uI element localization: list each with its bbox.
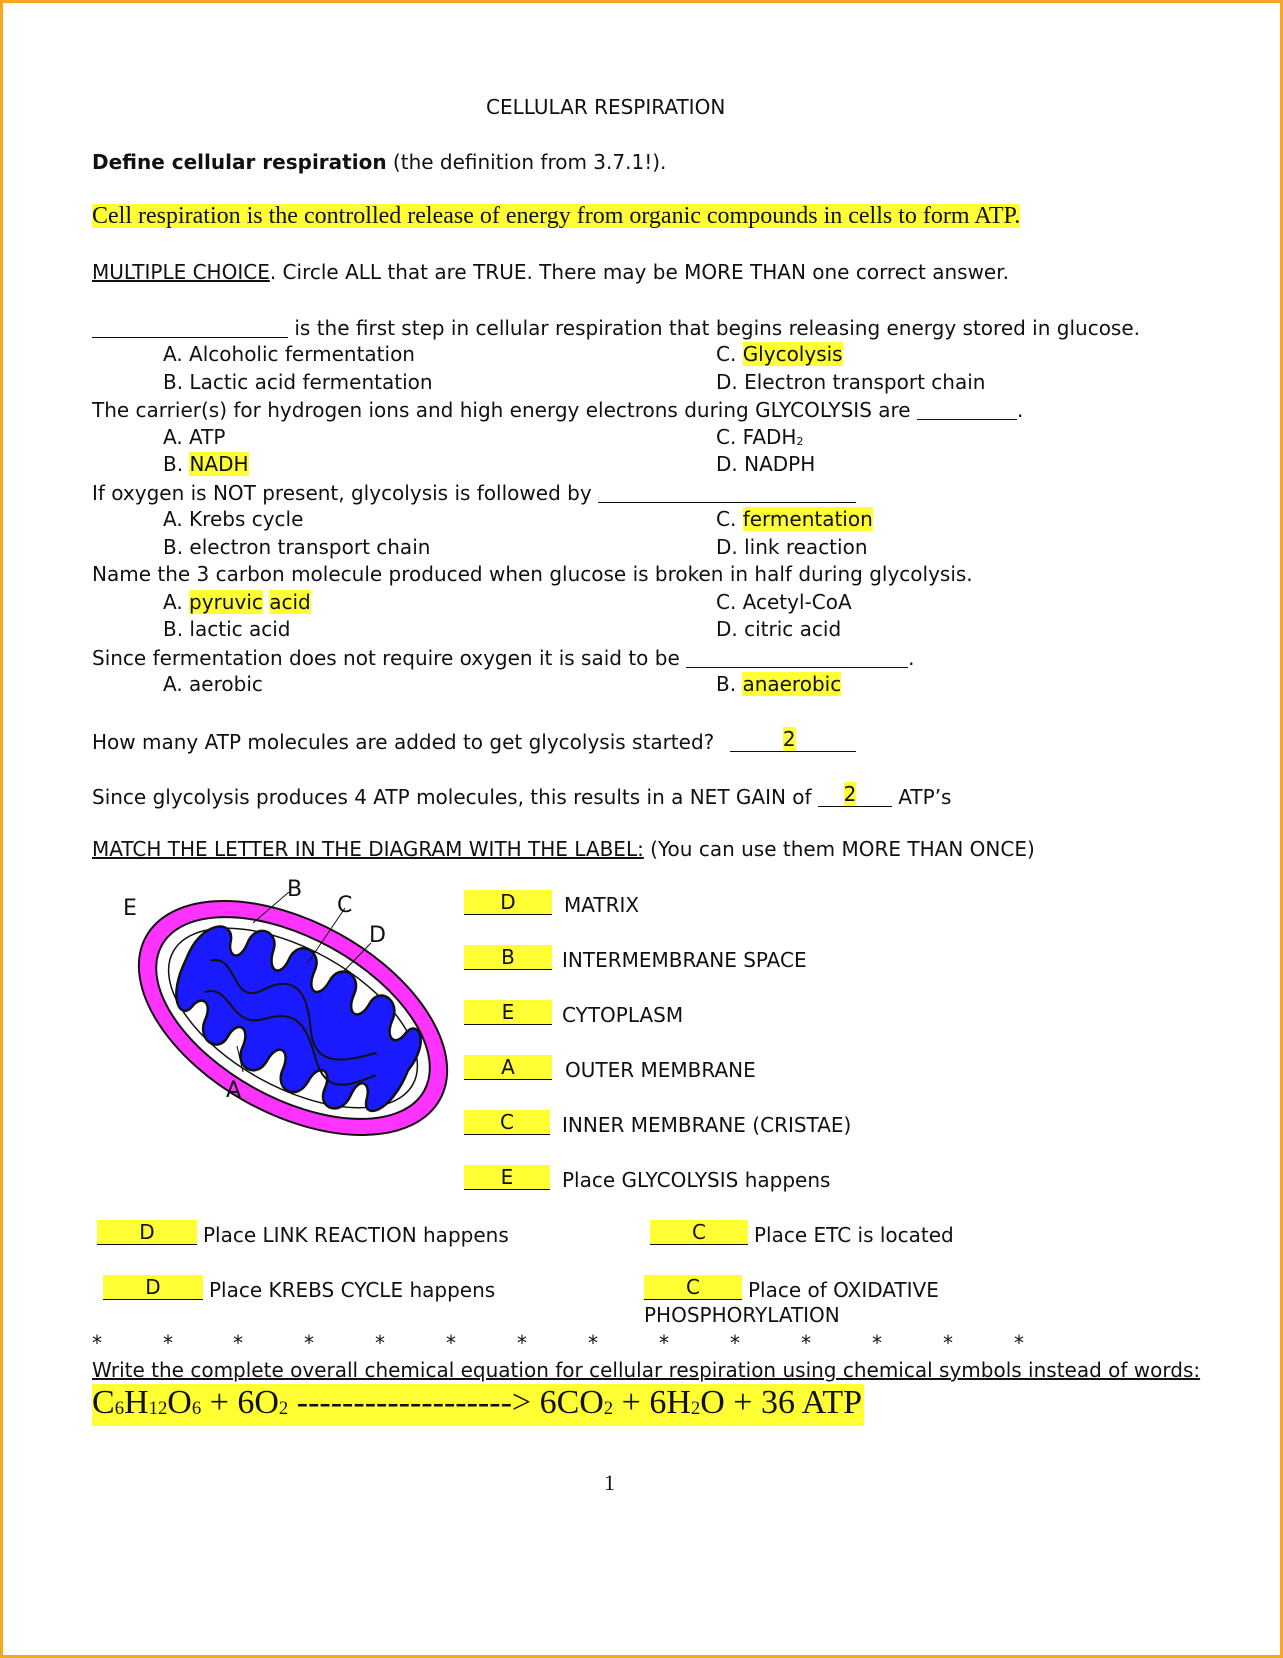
q1-option-c[interactable] [716, 344, 843, 364]
match-note: (You can use them MORE THAN ONCE) [643, 837, 1035, 861]
q5-text: Since fermentation does not require oxygen it is said to be [92, 646, 687, 670]
q3-option-d[interactable]: D. link reaction [716, 535, 868, 559]
q3-option-a[interactable]: A. Krebs cycle [163, 507, 304, 531]
diagram-label-e: E [123, 896, 137, 921]
define-prompt [92, 152, 666, 172]
match-label: OUTER MEMBRANE [565, 1058, 756, 1082]
match-row-oxidative [644, 1275, 939, 1300]
q2-b-answer: NADH [189, 452, 249, 476]
q6-answer-blank[interactable] [730, 729, 856, 752]
q1-option-d[interactable]: D. Electron transport chain [716, 370, 986, 394]
eq-arrow-co2: -------------------> 6CO [288, 1384, 604, 1421]
match-label: Place LINK REACTION happens [203, 1223, 509, 1247]
q2-option-a[interactable]: A. ATP [163, 425, 226, 449]
diagram-label-a: A [226, 1078, 242, 1103]
q5-stem: Since fermentation does not require oxygen it is said to be . [92, 646, 915, 670]
match-label: Place ETC is located [754, 1223, 954, 1247]
page-number: 1 [604, 1470, 615, 1495]
define-rest: (the definition from 3.7.1!). [386, 150, 667, 174]
q2-text: The carrier(s) for hydrogen ions and high energy electrons during GLYCOLYSIS are [92, 398, 917, 422]
q2-c-sub: 2 [796, 434, 804, 448]
q5-blank[interactable] [686, 647, 908, 668]
match-row-intermembrane [464, 945, 807, 970]
mc-heading: MULTIPLE CHOICE [92, 260, 270, 284]
eq-h: H [124, 1384, 149, 1421]
eq-plus-o2: + 6O [201, 1384, 279, 1421]
match-label: Place KREBS CYCLE happens [209, 1278, 496, 1302]
q1-blank[interactable] [92, 317, 288, 338]
mitochondrion-diagram [93, 868, 463, 1168]
match-row-inner-membrane [464, 1110, 851, 1135]
match-answer[interactable]: C [464, 1110, 550, 1135]
q2-option-d[interactable]: D. NADPH [716, 452, 816, 476]
match-row-link-reaction [97, 1220, 509, 1245]
mc-instruction-text: . Circle ALL that are TRUE. There may be MORE THAN one correct answer. [269, 260, 1009, 284]
q3-text: If oxygen is NOT present, glycolysis is followed by [92, 481, 599, 505]
q3-option-b[interactable]: B. electron transport chain [163, 535, 431, 559]
match-label: Place GLYCOLYSIS happens [562, 1168, 831, 1192]
equation-answer [92, 1384, 864, 1426]
match-label-continued: PHOSPHORYLATION [644, 1303, 840, 1327]
star: * [304, 1331, 314, 1355]
q3-option-c[interactable] [716, 509, 873, 529]
eq-o2-sub: 2 [278, 1397, 289, 1419]
star: * [943, 1331, 953, 1355]
q4-a-answer-2: acid [269, 590, 311, 614]
q2-blank[interactable] [917, 399, 1017, 420]
q1-stem [92, 317, 1140, 338]
q5-option-b[interactable] [716, 674, 841, 694]
match-label: CYTOPLASM [562, 1003, 684, 1027]
q5-option-a[interactable]: A. aerobic [163, 672, 263, 696]
q1-option-a[interactable]: A. Alcoholic fermentation [163, 342, 415, 366]
q7-text: Since glycolysis produces 4 ATP molecules, this results in a NET GAIN of [92, 785, 818, 809]
q2-b-prefix: B. [163, 452, 190, 476]
eq-h-sub: 12 [148, 1397, 168, 1419]
mc-instruction [92, 262, 1009, 282]
star: * [1014, 1331, 1024, 1355]
match-answer[interactable]: A [464, 1055, 552, 1080]
q2-option-b[interactable] [163, 454, 249, 474]
eq-c-sub: 6 [114, 1397, 125, 1419]
q4-option-b[interactable]: B. lactic acid [163, 617, 291, 641]
eq-h2o-sub: 2 [690, 1397, 701, 1419]
match-row-glycolysis [464, 1165, 830, 1190]
match-label: Place of OXIDATIVE [748, 1278, 939, 1302]
q6-answer: 2 [782, 727, 796, 751]
match-row-cytoplasm [464, 1000, 683, 1025]
star: * [801, 1331, 811, 1355]
q5-b-answer: anaerobic [742, 672, 842, 696]
q4-a-answer-1: pyruvic [189, 590, 263, 614]
star: * [375, 1331, 385, 1355]
diagram-label-c: C [337, 893, 353, 918]
star: * [517, 1331, 527, 1355]
match-heading [92, 839, 1035, 859]
match-row-outer-membrane [464, 1055, 756, 1080]
q1-text: is the first step in cellular respiration that begins releasing energy stored in glucose. [288, 316, 1141, 340]
q3-blank[interactable] [598, 482, 856, 503]
q7-stem [92, 784, 951, 807]
q6-text: How many ATP molecules are added to get glycolysis started? [92, 730, 715, 754]
match-answer[interactable]: D [464, 890, 552, 915]
q1-c-prefix: C. [716, 342, 743, 366]
eq-o-sub: 6 [191, 1397, 202, 1419]
match-row-krebs [103, 1275, 495, 1300]
match-answer[interactable]: D [103, 1275, 203, 1300]
star: * [163, 1331, 173, 1355]
eq-co2-sub: 2 [603, 1397, 614, 1419]
match-answer[interactable]: C [644, 1275, 742, 1300]
eq-plus-h2o: + 6H [613, 1384, 691, 1421]
star: * [872, 1331, 882, 1355]
eq-rest: O + 36 ATP [700, 1384, 863, 1421]
match-row-matrix [464, 890, 639, 915]
equation-prompt: Write the complete overall chemical equation for cellular respiration using chemical symbols instead of words: [92, 1358, 1201, 1382]
match-answer[interactable]: D [97, 1220, 197, 1245]
q7-answer-blank[interactable] [818, 784, 892, 807]
q2-option-c[interactable] [716, 427, 803, 447]
q7-answer: 2 [843, 782, 857, 806]
q4-a-prefix: A. [163, 590, 190, 614]
match-heading-text: MATCH THE LETTER IN THE DIAGRAM WITH THE LABEL: [92, 837, 644, 861]
star: * [92, 1331, 102, 1355]
star: * [659, 1331, 669, 1355]
q3-c-answer: fermentation [742, 507, 873, 531]
diagram-label-d: D [369, 923, 386, 948]
match-row-etc [650, 1220, 954, 1245]
q2-c-text: C. FADH [716, 425, 797, 449]
diagram-label-b: B [287, 877, 303, 902]
q5-b-prefix: B. [716, 672, 743, 696]
match-answer[interactable]: E [464, 1000, 552, 1025]
q4-option-d[interactable]: D. citric acid [716, 617, 842, 641]
q1-c-answer: Glycolysis [742, 342, 843, 366]
q3-c-prefix: C. [716, 507, 743, 531]
match-answer[interactable]: B [464, 945, 552, 970]
q4-option-a[interactable] [163, 592, 311, 612]
star: * [446, 1331, 456, 1355]
match-answer[interactable]: E [464, 1165, 550, 1190]
q1-option-b[interactable]: B. Lactic acid fermentation [163, 370, 433, 394]
q6-stem [92, 729, 856, 752]
definition-answer: Cell respiration is the controlled release of energy from organic compounds in cells to form ATP. [92, 203, 1021, 229]
eq-c: C [92, 1384, 115, 1421]
eq-o: O [167, 1384, 192, 1421]
match-answer[interactable]: C [650, 1220, 748, 1245]
q7-suffix: ATP’s [891, 785, 952, 809]
q2-stem: The carrier(s) for hydrogen ions and high energy electrons during GLYCOLYSIS are . [92, 398, 1024, 422]
match-label: INTERMEMBRANE SPACE [562, 948, 807, 972]
define-bold: Define cellular respiration [92, 150, 387, 174]
page-title: CELLULAR RESPIRATION [486, 95, 726, 119]
q3-stem [92, 482, 856, 503]
match-label: MATRIX [564, 893, 640, 917]
match-label: INNER MEMBRANE (CRISTAE) [562, 1113, 852, 1137]
star: * [588, 1331, 598, 1355]
star: * [730, 1331, 740, 1355]
star: * [233, 1331, 243, 1355]
q4-option-c[interactable]: C. Acetyl-CoA [716, 590, 852, 614]
q4-stem: Name the 3 carbon molecule produced when glucose is broken in half during glycolysis. [92, 562, 973, 586]
